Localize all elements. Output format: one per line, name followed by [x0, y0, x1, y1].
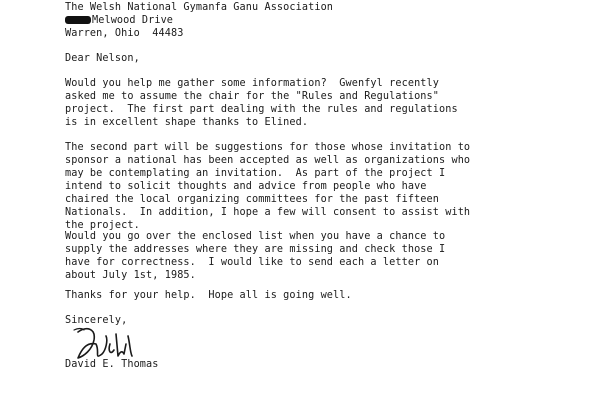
paragraph-2-line-4: intend to solicit thoughts and advice from people who have: [65, 181, 427, 192]
sender-street-line: [65, 14, 173, 27]
sender-street: Melwood Drive: [92, 15, 174, 26]
sender-city: Warren, Ohio 44483: [65, 28, 184, 39]
paragraph-2-line-2: sponsor a national has been accepted as well as organizations who: [65, 155, 471, 166]
paragraph-3-line-3: have for correctness. I would like to send each a letter on: [65, 257, 440, 268]
paragraph-1-line-4: is in excellent shape thanks to Elined.: [65, 117, 309, 128]
paragraph-1-line-3: project. The first part dealing with the rules and regulations: [65, 104, 458, 115]
paragraph-2-line-1: The second part will be suggestions for those whose invitation to: [65, 142, 471, 153]
paragraph-1-line-2: asked me to assume the chair for the "Rules and Regulations": [65, 91, 440, 102]
paragraph-3-line-4: about July 1st, 1985.: [65, 270, 196, 281]
sender-org: The Welsh National Gymanfa Ganu Association: [65, 2, 334, 13]
paragraph-2-line-7: the project.: [65, 220, 140, 231]
closing: Sincerely,: [65, 315, 128, 326]
redaction-mark: [65, 16, 91, 24]
paragraph-2-line-3: may be contemplating an invitation. As part of the project I: [65, 168, 446, 179]
signature-name: David E. Thomas: [65, 359, 159, 370]
paragraph-1-line-1: Would you help me gather some information? Gwenfyl recently: [65, 78, 440, 89]
salutation: Dear Nelson,: [65, 53, 140, 64]
paragraph-3-line-1: Would you go over the enclosed list when you have a chance to: [65, 231, 446, 242]
paragraph-2-line-6: Nationals. In addition, I hope a few will consent to assist with: [65, 207, 471, 218]
paragraph-2-line-5: chaired the local organizing committees for the past fifteen: [65, 194, 440, 205]
paragraph-3-line-2: supply the addresses where they are missing and check those I: [65, 244, 446, 255]
paragraph-4-line-1: Thanks for your help. Hope all is going well.: [65, 290, 352, 301]
